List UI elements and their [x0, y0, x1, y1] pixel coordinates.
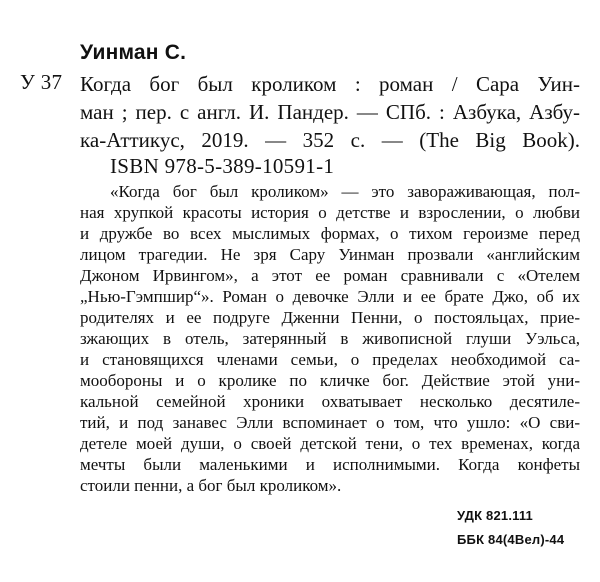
- annotation-line: родителях и ее подруге Дженни Пенни, о постояльцах, прие-: [80, 308, 580, 327]
- author-mark: У 37: [20, 70, 63, 94]
- annotation: [80, 181, 580, 496]
- annotation-line: мечты были маленькими и исполнимыми. Когда конфеты: [80, 455, 580, 474]
- annotation-line: лицом трагедии. Не зря Сару Уинман прозвали «английским: [80, 245, 580, 264]
- udc-code: УДК 821.111: [457, 508, 533, 523]
- annotation-line: ная хрупкой красоты история о детстве и взрослении, о любви: [80, 203, 580, 222]
- bibliographic-line: ка-Аттикус, 2019. — 352 с. — (The Big Book).: [80, 128, 580, 152]
- bibliographic-line: ман ; пер. с англ. И. Пандер. — СПб. : Азбука, Азбу-: [80, 100, 580, 124]
- annotation-line: детеле моей души, о своей детской тени, о тех временах, когда: [80, 434, 580, 453]
- annotation-line: зжающих в отель, затерянный в живописной глуши Уэльса,: [80, 329, 580, 348]
- annotation-line: мообороны и о кролике по кличке бог. Действие этой уни-: [80, 371, 580, 390]
- author-heading: Уинман С.: [80, 41, 187, 64]
- annotation-line: и дружбе во всех мыслимых формах, о тихом героизме перед: [80, 224, 580, 243]
- annotation-line: „Нью-Гэмпшир“». Роман о девочке Элли и ее брате Джо, об их: [80, 287, 580, 306]
- annotation-line: «Когда бог был кроликом» — это завораживающая, пол-: [110, 182, 580, 201]
- annotation-line: тий, и под занавес Элли вспоминает о том, что ушло: «О сви-: [80, 413, 580, 432]
- annotation-line: Джоном Ирвингом», а этот ее роман сравнивали с «Отелем: [80, 266, 580, 285]
- bibliographic-description: [80, 70, 580, 154]
- bbk-code: ББК 84(4Вел)-44: [457, 532, 565, 547]
- isbn-number: ISBN 978-5-389-10591-1: [110, 154, 335, 178]
- annotation-line: стоили пенни, а бог был кроликом».: [80, 476, 342, 495]
- bibliographic-line: Когда бог был кроликом : роман / Сара Уин-: [80, 72, 580, 96]
- annotation-line: кальной семейной хроники охватывает несколько десятиле-: [80, 392, 580, 411]
- annotation-line: и становящихся членами семьи, о пределах необходимой са-: [80, 350, 580, 369]
